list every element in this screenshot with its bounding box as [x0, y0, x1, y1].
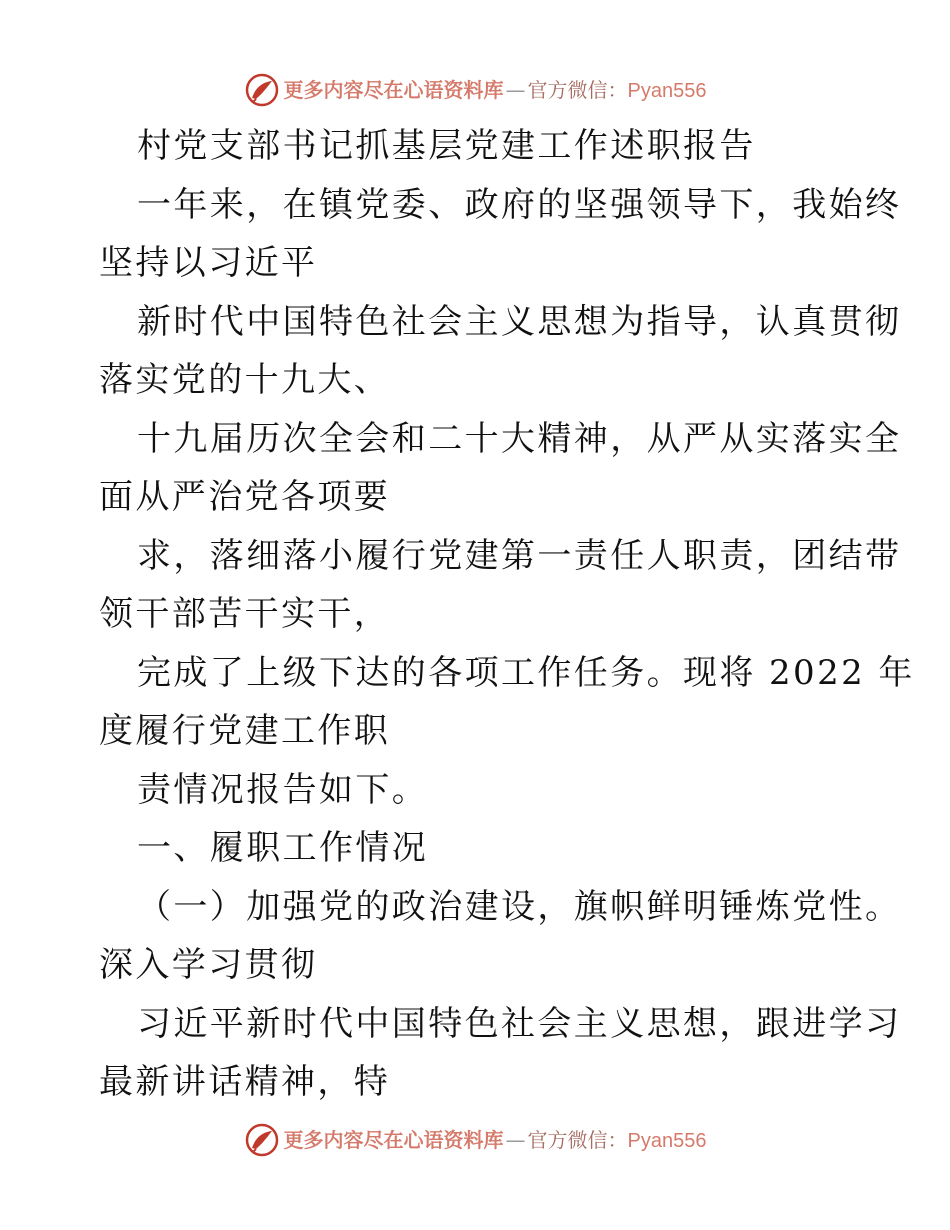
paragraph-line: 度履行党建工作职 [99, 711, 391, 751]
watermark-text [283, 77, 707, 102]
footer-watermark [0, 1120, 950, 1160]
watermark-id: Pyan556 [627, 79, 707, 102]
paragraph-line: 领干部苦干实干， [99, 594, 391, 634]
paragraph-line: 面从严治党各项要 [99, 477, 391, 517]
document-body [99, 117, 915, 1112]
pen-flame-logo-icon [244, 1122, 280, 1158]
header-watermark [0, 70, 950, 110]
paragraph-line: 新时代中国特色社会主义思想为指导，认真贯彻 [137, 301, 902, 342]
watermark-text [283, 1127, 707, 1152]
document-title: 村党支部书记抓基层党建工作述职报告 [137, 126, 756, 166]
watermark-dash: — [505, 1127, 526, 1152]
section-heading: 一、履职工作情况 [137, 828, 429, 868]
paragraph-line: 求，落细落小履行党建第一责任人职责，团结带 [137, 535, 902, 576]
watermark-sub: 官方微信： [527, 1127, 628, 1152]
paragraph-line: 坚持以习近平 [99, 243, 318, 283]
subsection-heading: （一）加强党的政治建设，旗帜鲜明锤炼党性。 [137, 886, 902, 927]
watermark-main: 更多内容尽在心语资料库 [283, 77, 504, 102]
watermark-id: Pyan556 [627, 1129, 707, 1152]
watermark-dash: — [505, 77, 526, 102]
paragraph-line: 一年来，在镇党委、政府的坚强领导下，我始终 [137, 184, 902, 225]
paragraph-line: 十九届历次全会和二十大精神，从严从实落实全 [137, 418, 902, 459]
paragraph-line: 责情况报告如下。 [137, 769, 429, 810]
paragraph-line: 习近平新时代中国特色社会主义思想，跟进学习 [137, 1003, 902, 1044]
watermark-sub: 官方微信： [527, 77, 628, 102]
paragraph-line: 完成了上级下达的各项工作任务。现将 2022 年 [137, 652, 915, 693]
paragraph-line: 最新讲话精神，特 [99, 1062, 391, 1102]
paragraph-line: 深入学习贯彻 [99, 945, 318, 985]
watermark-main: 更多内容尽在心语资料库 [283, 1127, 504, 1152]
paragraph-line: 落实党的十九大、 [99, 360, 391, 400]
pen-flame-logo-icon [244, 72, 280, 108]
